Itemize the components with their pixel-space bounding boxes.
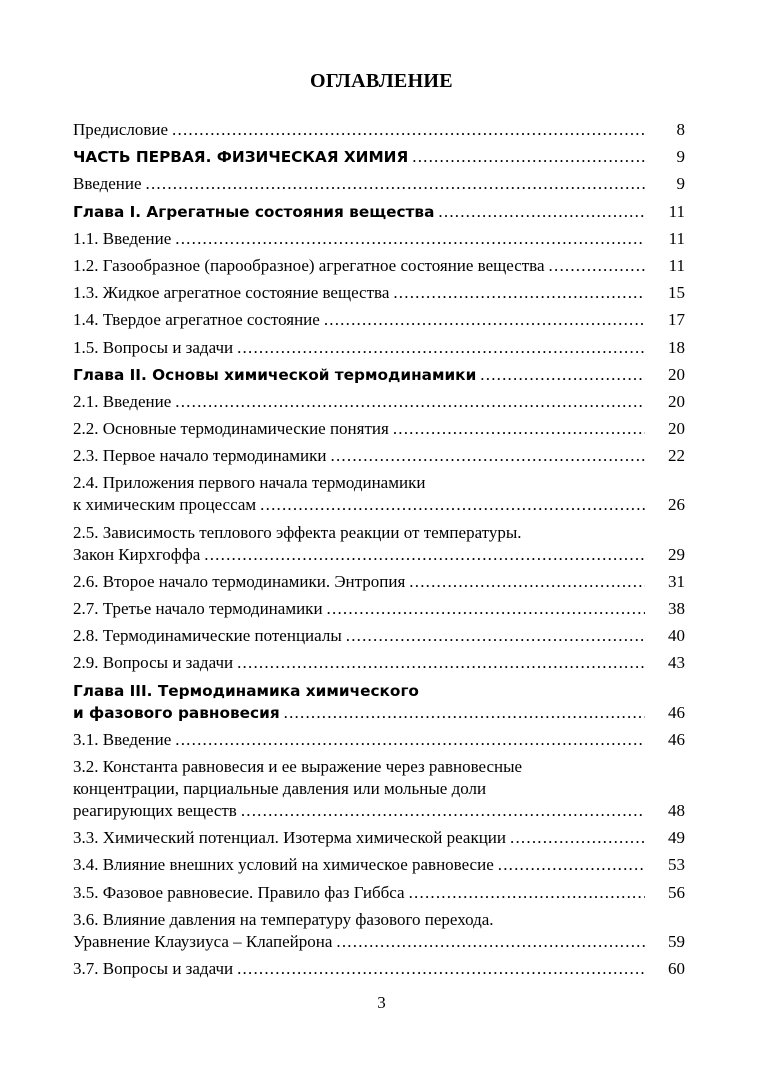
toc-entry[interactable] (73, 522, 685, 566)
dot-leader (237, 958, 645, 980)
dot-leader (498, 854, 645, 876)
dot-leader (172, 119, 645, 141)
toc-entry-title-line: 3.6. Влияние давления на температуру фазового перехода. (73, 909, 494, 929)
table-of-contents (73, 119, 685, 985)
toc-entry-page: 9 (676, 174, 685, 194)
toc-entry-title: 2.1. Введение (73, 391, 172, 411)
toc-entry-page: 56 (668, 882, 685, 902)
toc-entry-title: 2.6. Второе начало термодинамики. Энтропия (73, 571, 406, 591)
dot-leader (549, 255, 645, 277)
dot-leader (241, 800, 645, 822)
toc-entry-page: 46 (668, 702, 685, 722)
toc-entry-page: 22 (668, 446, 685, 466)
dot-leader (393, 282, 645, 304)
toc-entry[interactable] (73, 337, 685, 364)
dot-leader (284, 702, 645, 724)
dot-leader (409, 882, 645, 904)
page-number: 3 (377, 993, 386, 1012)
toc-entry-title: 1.4. Твердое агрегатное состояние (73, 310, 320, 330)
toc-entry[interactable] (73, 827, 685, 854)
toc-entry[interactable] (73, 625, 685, 652)
toc-entry-title: 2.3. Первое начало термодинамики (73, 446, 327, 466)
toc-entry[interactable] (73, 882, 685, 909)
toc-entry-title: реагирующих веществ (73, 800, 237, 820)
toc-entry-title: к химическим процессам (73, 495, 257, 515)
toc-entry-page: 38 (668, 599, 685, 618)
toc-entry-title-line: 2.4. Приложения первого начала термодинамики (73, 473, 426, 493)
toc-entry-title: 2.9. Вопросы и задачи (73, 653, 234, 673)
toc-entry-page: 8 (676, 120, 685, 139)
dot-leader (393, 418, 645, 440)
page-title: ОГЛАВЛЕНИЕ (310, 70, 453, 92)
toc-entry[interactable] (73, 364, 685, 391)
toc-entry-title-line: Глава III. Термодинамика химического (73, 681, 419, 700)
toc-entry-title-line: концентрации, парциальные давления или мольные доли (73, 778, 487, 798)
toc-entry[interactable] (73, 255, 685, 282)
toc-entry[interactable] (73, 756, 685, 822)
dot-leader (412, 146, 645, 168)
toc-entry[interactable] (73, 729, 685, 756)
toc-entry-title: 3.3. Химический потенциал. Изотерма химической реакции (73, 828, 507, 848)
dot-leader (336, 931, 645, 953)
toc-entry-page: 20 (668, 364, 685, 384)
toc-entry-page: 53 (668, 855, 685, 875)
dot-leader (237, 337, 645, 359)
toc-entry-page: 60 (668, 958, 685, 978)
toc-entry[interactable] (73, 958, 685, 985)
toc-entry-page: 40 (668, 626, 685, 646)
dot-leader (510, 827, 645, 849)
toc-entry-title: Предисловие (73, 120, 169, 139)
toc-entry[interactable] (73, 909, 685, 953)
dot-leader (331, 445, 645, 467)
toc-entry-title: 3.7. Вопросы и задачи (73, 958, 234, 978)
toc-entry-page: 46 (668, 729, 685, 749)
toc-entry-page: 31 (668, 571, 685, 591)
toc-entry-title: Глава I. Агрегатные состояния вещества (73, 202, 435, 221)
toc-entry-title-line: 3.2. Константа равновесия и ее выражение через равновесные (73, 756, 523, 776)
toc-entry-page: 20 (668, 419, 685, 439)
toc-entry-title: 1.1. Введение (73, 228, 172, 248)
toc-entry-page: 26 (668, 495, 685, 515)
dot-leader (175, 391, 645, 413)
toc-entry-page: 11 (668, 255, 685, 275)
toc-entry-page: 11 (668, 228, 685, 248)
dot-leader (175, 228, 645, 250)
toc-entry[interactable] (73, 571, 685, 598)
toc-entry[interactable] (73, 146, 685, 173)
toc-entry-title: 2.2. Основные термодинамические понятия (73, 419, 389, 439)
dot-leader (346, 625, 645, 647)
toc-entry[interactable] (73, 472, 685, 516)
toc-entry[interactable] (73, 652, 685, 679)
toc-entry-page: 17 (668, 310, 685, 330)
toc-entry-page: 11 (668, 201, 685, 221)
toc-entry-page: 49 (668, 828, 685, 848)
toc-entry-title: 1.5. Вопросы и задачи (73, 337, 234, 357)
toc-entry[interactable] (73, 119, 685, 146)
toc-entry-title: Закон Кирхгоффа (73, 544, 201, 564)
toc-entry[interactable] (73, 854, 685, 881)
dot-leader (327, 598, 645, 620)
toc-entry-title: 3.4. Влияние внешних условий на химическое равновесие (73, 855, 494, 875)
toc-entry-page: 59 (668, 931, 685, 951)
toc-entry[interactable] (73, 173, 685, 200)
dot-leader (260, 494, 645, 516)
toc-entry[interactable] (73, 282, 685, 309)
dot-leader (409, 571, 645, 593)
toc-entry-page: 9 (676, 147, 685, 167)
toc-entry-title: 3.5. Фазовое равновесие. Правило фаз Гиббса (73, 882, 405, 902)
toc-entry[interactable] (73, 228, 685, 255)
dot-leader (146, 173, 645, 195)
dot-leader (324, 309, 645, 331)
toc-entry-title: 2.7. Третье начало термодинамики (73, 599, 323, 618)
toc-entry-page: 29 (668, 544, 685, 564)
toc-entry-page: 43 (668, 653, 685, 673)
dot-leader (438, 201, 645, 223)
toc-entry-title: Уравнение Клаузиуса – Клапейрона (73, 931, 333, 951)
toc-entry-page: 48 (668, 800, 685, 820)
dot-leader (175, 729, 645, 751)
dot-leader (204, 544, 645, 566)
toc-entry-page: 15 (668, 283, 685, 303)
toc-entry[interactable] (73, 201, 685, 228)
toc-entry-title: 2.8. Термодинамические потенциалы (73, 626, 342, 646)
toc-entry-title: 1.3. Жидкое агрегатное состояние вещества (73, 283, 390, 303)
toc-entry[interactable] (73, 598, 685, 625)
toc-entry[interactable] (73, 680, 685, 724)
toc-entry[interactable] (73, 445, 685, 472)
toc-entry-title: 3.1. Введение (73, 729, 172, 749)
toc-entry[interactable] (73, 309, 685, 336)
toc-entry-page: 20 (668, 391, 685, 411)
toc-entry[interactable] (73, 418, 685, 445)
toc-entry-page: 18 (668, 337, 685, 357)
toc-entry-title: Введение (73, 174, 142, 194)
toc-entry-title: ЧАСТЬ ПЕРВАЯ. ФИЗИЧЕСКАЯ ХИМИЯ (73, 148, 409, 167)
toc-entry-title-line: 2.5. Зависимость теплового эффекта реакции от температуры. (73, 522, 522, 542)
toc-entry[interactable] (73, 391, 685, 418)
toc-entry-title: 1.2. Газообразное (парообразное) агрегатное состояние вещества (73, 255, 545, 275)
toc-entry-title: и фазового равновесия (73, 703, 280, 722)
toc-entry-title: Глава II. Основы химической термодинамики (73, 365, 477, 384)
dot-leader (480, 364, 645, 386)
dot-leader (237, 652, 645, 674)
